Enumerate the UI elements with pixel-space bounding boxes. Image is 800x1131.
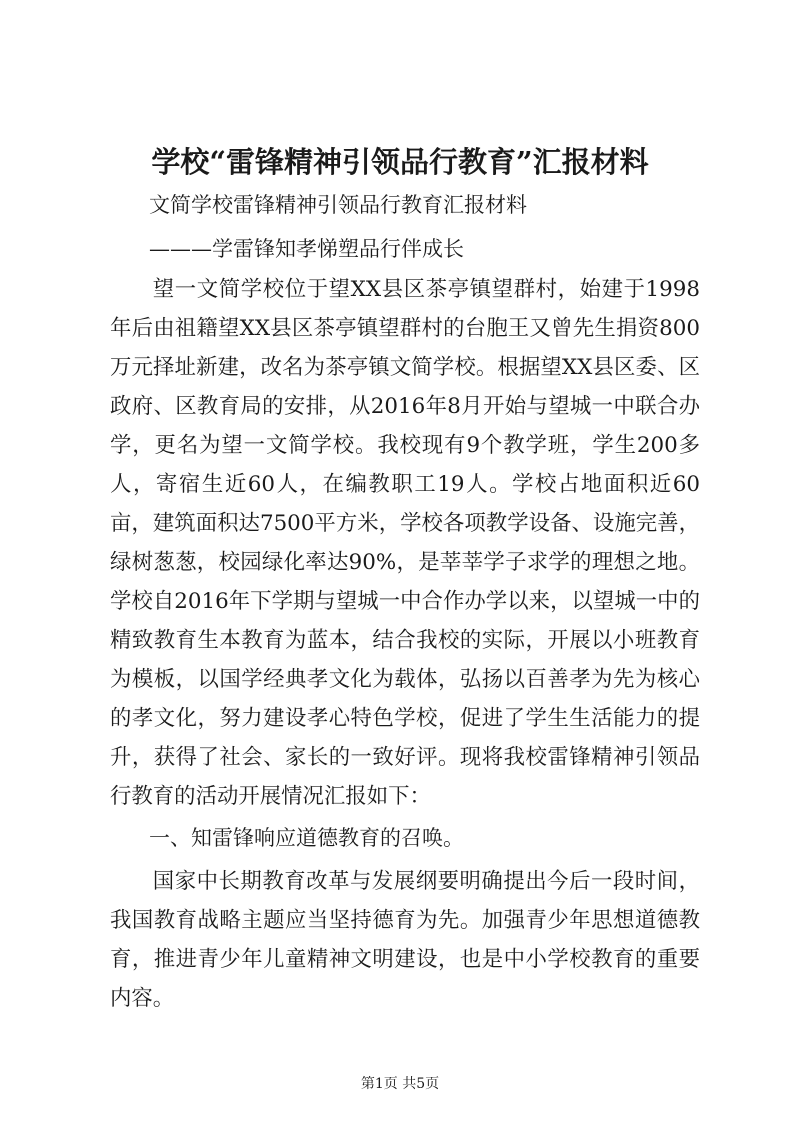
page-number: 第1页 共5页 (360, 1076, 440, 1092)
body-paragraph: 国家中长期教育改革与发展纲要明确提出今后一段时间，我国教育战略主题应当坚持德育为先。加强青少年思想道德教育，推进青少年儿童精神文明建设，也是中小学校教育的重要内容。 (110, 869, 700, 1011)
section-heading: 一、知雷锋响应道德教育的召唤。 (149, 826, 464, 850)
body-paragraph: 望一文简学校位于望XX县区茶亭镇望群村，始建于1998年后由祖籍望XX县区茶亭镇望群村的台胞王又曾先生捐资800万元择址新建，改名为茶亭镇文简学校。根据望XX县区委、区政府、区教育局的安排，从2016年8月开始与望城一中联合办学，更名为望一文简学校。我校现有9个教学班，学生200多人，寄宿生近60人，在编教职工19人。学校占地面积近60亩，建筑面积达7500平方米，学校各项教学设备、设施完善，绿树葱葱，校园绿化率达90%，是莘莘学子求学的理想之地。学校自2016年下学期与望城一中合作办学以来，以望城一中的精致教育生本教育为蓝本，结合我校的实际，开展以小班教育为模板，以国学经典孝文化为载体，弘扬以百善孝为先为核心的孝文化，努力建设孝心特色学校，促进了学生生活能力的提升，获得了社会、家长的一致好评。现将我校雷锋精神引领品行教育的活动开展情况汇报如下： (110, 277, 700, 809)
document-motto: ———学雷锋知孝悌塑品行伴成长 (149, 237, 464, 261)
document-title: 学校“雷锋精神引领品行教育”汇报材料 (151, 145, 649, 179)
document-subtitle: 文简学校雷锋精神引领品行教育汇报材料 (149, 193, 527, 217)
